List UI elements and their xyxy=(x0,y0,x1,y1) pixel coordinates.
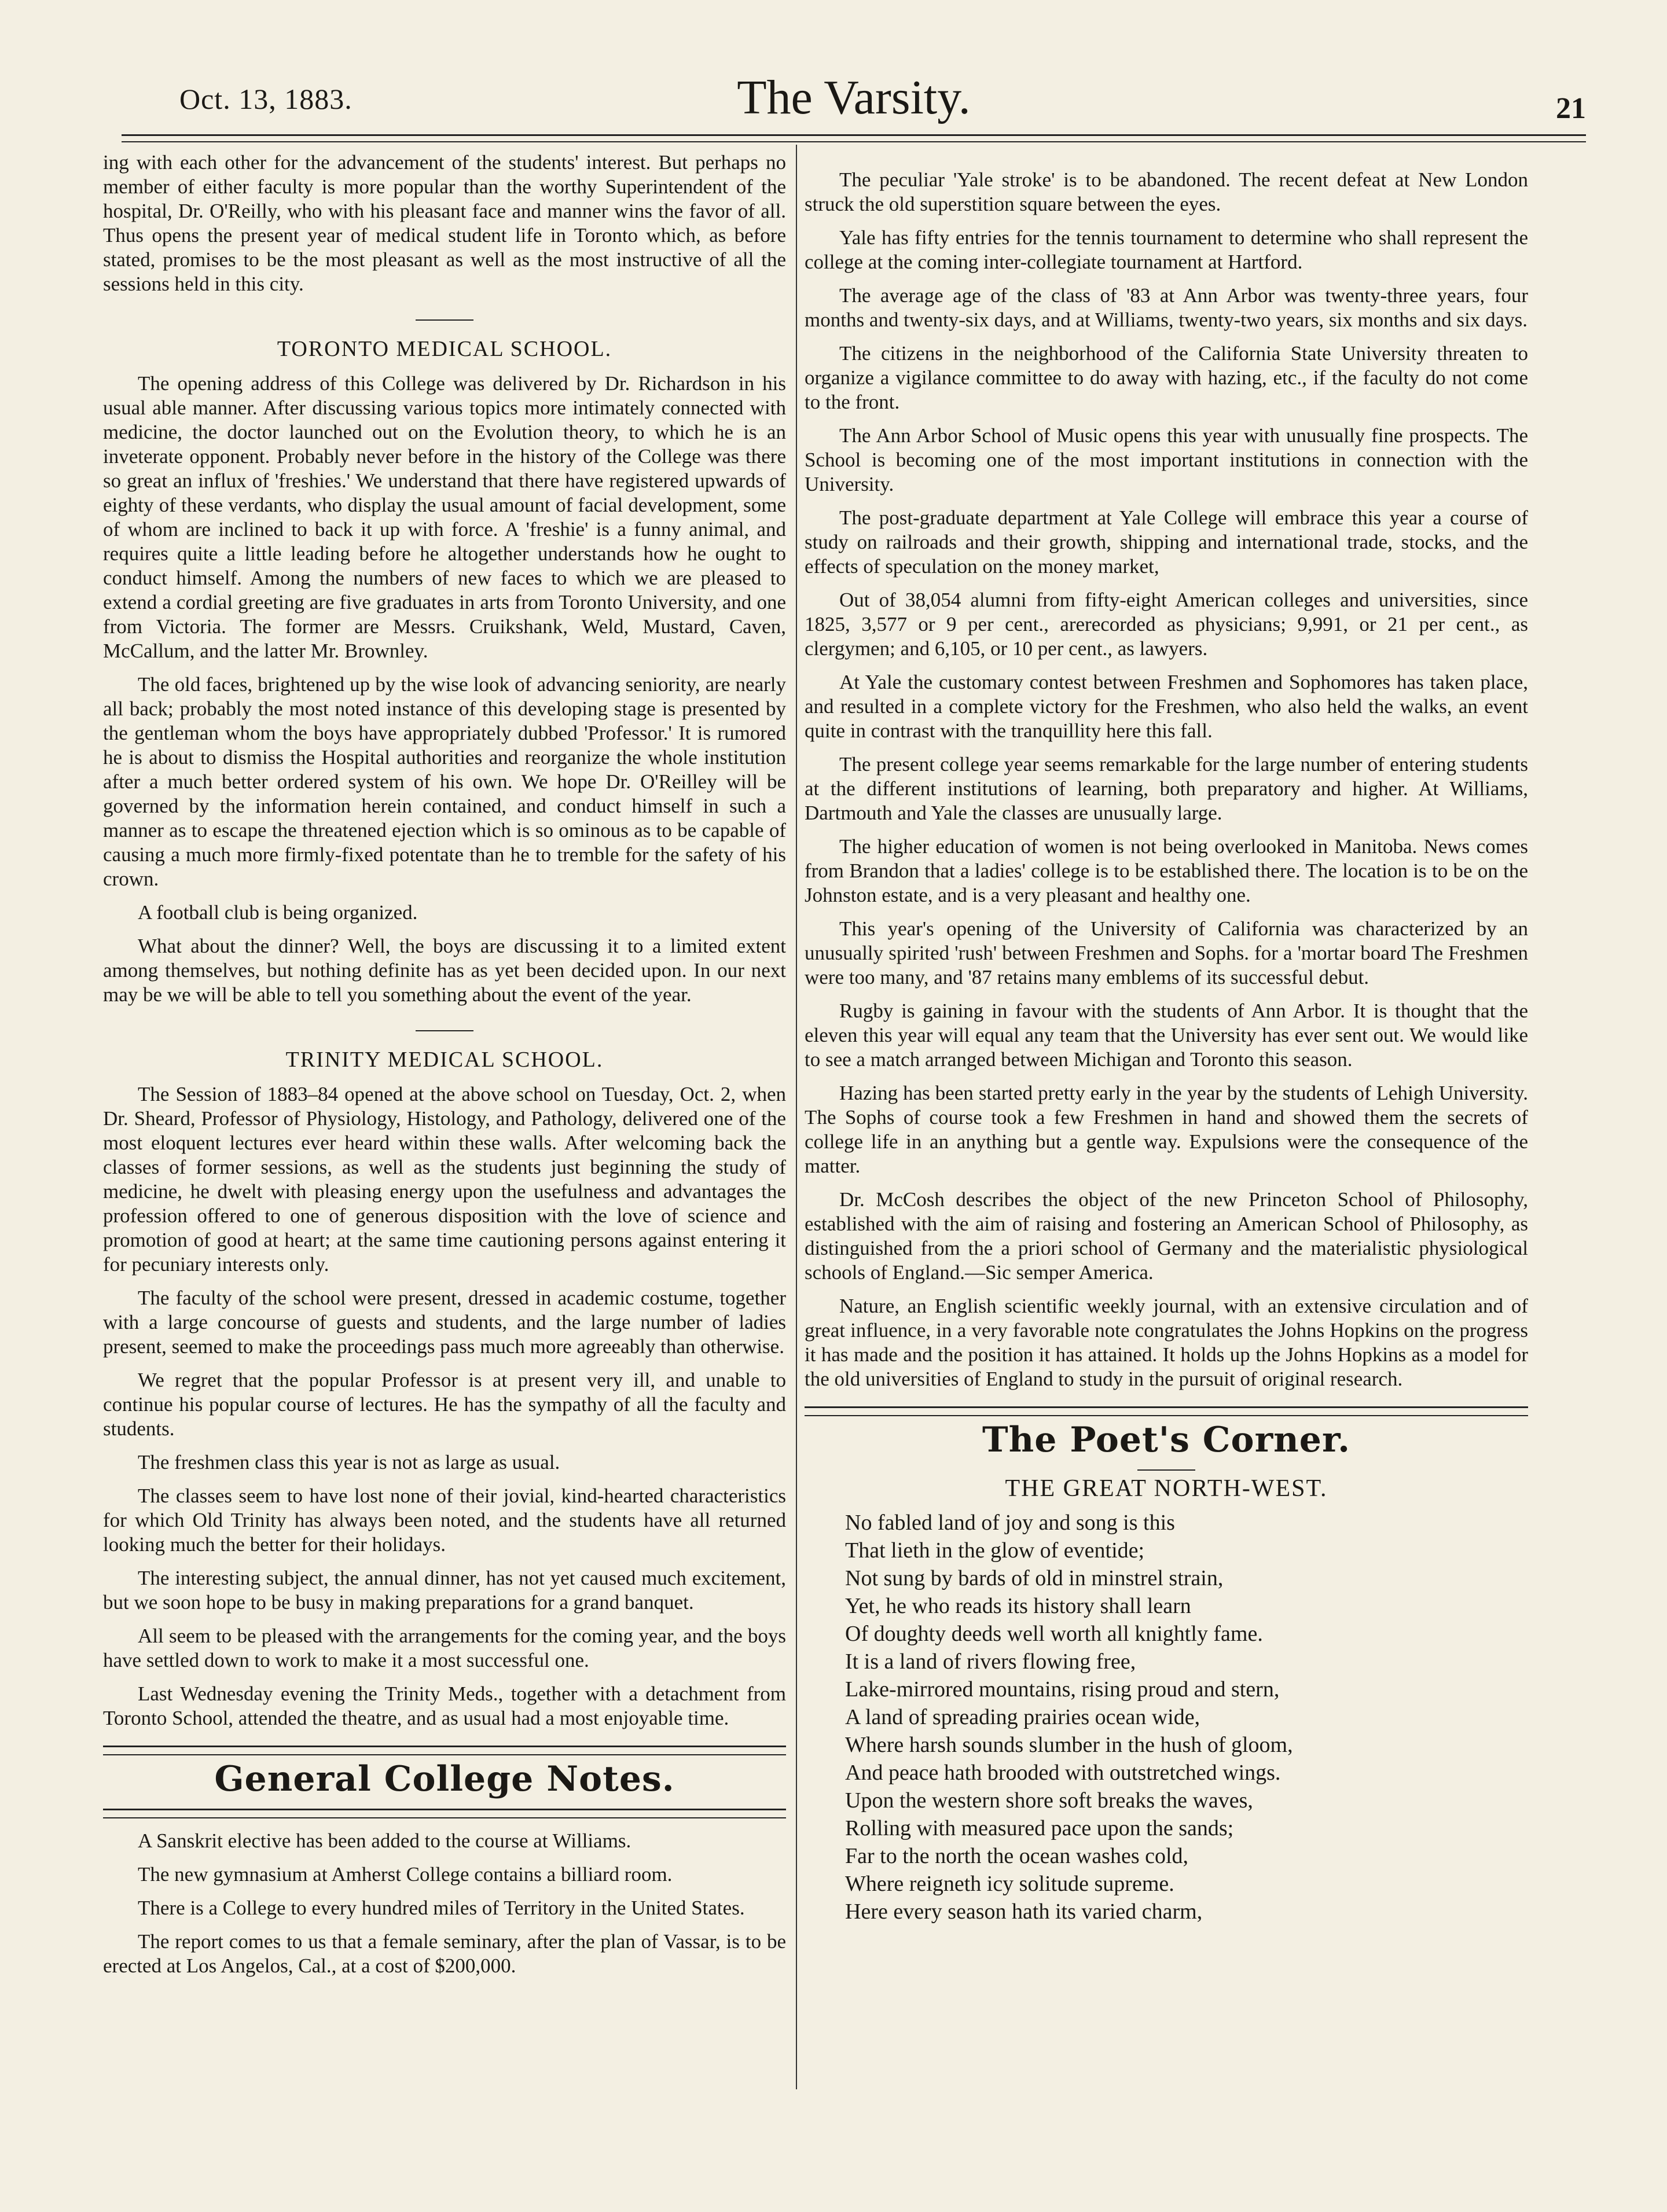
poem-line: It is a land of rivers flowing free, xyxy=(845,1649,1136,1674)
left-column xyxy=(103,150,786,1987)
intro-paragraph: ing with each other for the advancement of the students' interest. But perhaps no member of either faculty is more popular than the worthy Superintendent of the hospital, Dr. O'Reilly, who with his pleasant face and manner wins the favor of all. Thus opens the present year of medical student life in Toronto which, as before stated, promises to be the most pleasant as well as the most instructive of all the sessions held in this city. xyxy=(103,151,786,295)
college-note: Dr. McCosh describes the object of the new Princeton School of Philosophy, established with the aim of raising and fostering an American School of Philosophy, as distinguished from the a priori school of Germany and the materialistic physiological schools of England.—Sic semper America. xyxy=(805,1188,1528,1284)
poem-line: Far to the north the ocean washes cold, xyxy=(845,1844,1189,1868)
section-double-rule xyxy=(805,1406,1528,1416)
college-note: The citizens in the neighborhood of the California State University threaten to organize a vigilance committee to do away with hazing, etc., if the faculty do not come to the front. xyxy=(805,342,1528,413)
poem-line: Where harsh sounds slumber in the hush of gloom, xyxy=(845,1733,1293,1757)
trinity-paragraph: The interesting subject, the annual dinner, has not yet caused much excitement, but we soon hope to be busy in making preparations for a grand banquet. xyxy=(103,1567,786,1614)
college-note: Out of 38,054 alumni from fifty-eight American colleges and universities, since 1825, 3,577 or 9 per cent., arerecorded as physicians; 9,991, or 21 per cent., as clergymen; and 6,105, or 10 per cent., as lawyers. xyxy=(805,589,1528,660)
college-note: The average age of the class of '83 at Ann Arbor was twenty-three years, four months and twenty-six days, and at Williams, twenty-two years, six months and six days. xyxy=(805,284,1528,331)
poem-line: Lake-mirrored mountains, rising proud and stern, xyxy=(845,1677,1280,1702)
college-note: The post-graduate department at Yale College will embrace this year a course of study on railroads and their growth, shipping and international trade, stocks, and the effects of speculation on the money market, xyxy=(805,506,1528,578)
general-note: The new gymnasium at Amherst College contains a billiard room. xyxy=(138,1863,673,1886)
trinity-paragraph: The Session of 1883–84 opened at the above school on Tuesday, Oct. 2, when Dr. Sheard, Professor of Physiology, Histology, and Pathology, delivered one of the most eloquent lectures ever heard within these walls. After welcoming back the classes of former sessions, as well as the students just beginning the study of medicine, he dwelt with pleasing energy upon the usefulness and advantages the profession offered to one of generous disposition with the love of science and promotion of good at heart; at the same time cautioning persons against entering it for pecuniary interests only. xyxy=(103,1083,786,1276)
general-note: There is a College to every hundred miles of Territory in the United States. xyxy=(138,1897,745,1919)
toronto-paragraph: The old faces, brightened up by the wise look of advancing seniority, are nearly all back; probably the most noted instance of this developing stage is presented by the gentleman whom the boys have appropriately dubbed 'Professor.' It is rumored he is about to dismiss the Hospital authorities and reorganize the whole institution after a much better ordered system of his own. We hope Dr. O'Reilley will be governed by the information herein contained, and conduct himself in such a manner as to escape the threatened ejection which is so ominous as to be capable of causing a much more firmly-fixed potentate than he to tremble for the safety of his crown. xyxy=(103,673,786,890)
toronto-section-title: TORONTO MEDICAL SCHOOL. xyxy=(277,337,612,361)
college-note: At Yale the customary contest between Freshmen and Sophomores has taken place, and resulted in a complete victory for the Freshmen, who also held the walks, an event quite in contrast with the tranquillity here this fall. xyxy=(805,671,1528,742)
section-rule xyxy=(416,319,473,321)
column-divider xyxy=(796,145,797,2089)
poem-line: And peace hath brooded with outstretched wings. xyxy=(845,1761,1281,1785)
college-note: This year's opening of the University of California was characterized by an unusually spirited 'rush' between Freshmen and Sophs. for a 'mortar board The Freshmen were too many, and '87 retains many emblems of its successful debut. xyxy=(805,917,1528,989)
poem-line: Not sung by bards of old in minstrel strain, xyxy=(845,1566,1224,1590)
poem-line: Of doughty deeds well worth all knightly fame. xyxy=(845,1622,1263,1646)
college-note: The present college year seems remarkable for the large number of entering students at the different institutions of learning, both preparatory and higher. At Williams, Dartmouth and Yale the classes are unusually large. xyxy=(805,753,1528,824)
trinity-section-title: TRINITY MEDICAL SCHOOL. xyxy=(285,1048,604,1072)
issue-date: Oct. 13, 1883. xyxy=(179,83,353,115)
trinity-paragraph: The classes seem to have lost none of their jovial, kind-hearted characteristics for which Old Trinity has always been noted, and the students have all returned looking much the better for their holidays. xyxy=(103,1485,786,1556)
poem-line: A land of spreading prairies ocean wide, xyxy=(845,1705,1200,1729)
right-column xyxy=(805,168,1528,1926)
poem xyxy=(845,1509,1528,1926)
masthead-rule xyxy=(122,134,1586,142)
poem-line: That lieth in the glow of eventide; xyxy=(845,1538,1145,1563)
toronto-paragraph: The opening address of this College was delivered by Dr. Richardson in his usual able manner. After discussing various topics more intimately connected with medicine, the doctor launched out on the Evolution theory, to which he is an inveterate opponent. Probably never before in the history of the College was there so great an influx of 'freshies.' We understand that there have registered upwards of eighty of these verdants, who display the usual amount of facial development, some of whom are inclined to back it up with force. A 'freshie' is a funny animal, and requires quite a little leading before he altogether understands how he ought to conduct himself. Among the numbers of new faces to which we are pleased to extend a cordial greeting are five graduates in arts from Toronto University, and one from Victoria. The former are Messrs. Cruikshank, Weld, Mustard, Caven, McCallum, and the latter Mr. Brownley. xyxy=(103,372,786,662)
college-note: The peculiar 'Yale stroke' is to be abandoned. The recent defeat at New London struck the old superstition square between the eyes. xyxy=(805,168,1528,215)
poets-corner-title: The Poet's Corner. xyxy=(982,1420,1350,1460)
college-note: Nature, an English scientific weekly journal, with an extensive circulation and of great influence, in a very favorable note congratulates the Johns Hopkins on the progress it has made and the position it has attained. It holds up the Johns Hopkins as a model for the old universities of England to study in the pursuit of original research. xyxy=(805,1295,1528,1390)
poem-line: Here every season hath its varied charm, xyxy=(845,1899,1203,1924)
poem-title: THE GREAT NORTH-WEST. xyxy=(1005,1475,1328,1502)
section-rule xyxy=(1137,1469,1195,1471)
college-note: The Ann Arbor School of Music opens this year with unusually fine prospects. The School is becoming one of the most important institutions in connection with the University. xyxy=(805,424,1528,495)
trinity-paragraph: Last Wednesday evening the Trinity Meds., together with a detachment from Toronto School, attended the theatre, and as usual had a most enjoyable time. xyxy=(103,1682,786,1729)
poem-line: Yet, he who reads its history shall learn xyxy=(845,1594,1191,1618)
toronto-paragraph: A football club is being organized. xyxy=(138,901,418,924)
toronto-paragraph: What about the dinner? Well, the boys are discussing it to a limited extent among themselves, but nothing definite has as yet been decided upon. In our next may be we will be able to tell you something about the event of the year. xyxy=(103,935,786,1006)
college-note: Yale has fifty entries for the tennis tournament to determine who shall represent the college at the coming inter-collegiate tournament at Hartford. xyxy=(805,226,1528,273)
college-note: Rugby is gaining in favour with the students of Ann Arbor. It is thought that the eleven this year will equal any team that the University has ever sent out. We would like to see a match arranged between Michigan and Toronto this season. xyxy=(805,1000,1528,1071)
section-double-rule xyxy=(103,1746,786,1755)
trinity-paragraph: The faculty of the school were present, dressed in academic costume, together with a large concourse of guests and students, and the large number of ladies present, seemed to make the proceedings pass much more agreeably than otherwise. xyxy=(103,1287,786,1358)
poem-line: Rolling with measured pace upon the sands; xyxy=(845,1816,1234,1840)
section-double-rule xyxy=(103,1809,786,1818)
general-note: The report comes to us that a female seminary, after the plan of Vassar, is to be erected at Los Angelos, Cal., at a cost of $200,000. xyxy=(103,1930,786,1977)
trinity-paragraph: We regret that the popular Professor is at present very ill, and unable to continue his popular course of lectures. He has the sympathy of all the faculty and students. xyxy=(103,1369,786,1440)
section-rule xyxy=(416,1030,473,1031)
general-notes-title: General College Notes. xyxy=(214,1759,675,1799)
college-note: The higher education of women is not being overlooked in Manitoba. News comes from Brandon that a ladies' college is to be established there. The location is to be on the Johnston estate, and is a very pleasant and healthy one. xyxy=(805,835,1528,906)
trinity-paragraph: All seem to be pleased with the arrangements for the coming year, and the boys have settled down to work to make it a most successful one. xyxy=(103,1625,786,1671)
poem-line: Upon the western shore soft breaks the waves, xyxy=(845,1788,1253,1813)
general-note: A Sanskrit elective has been added to the course at Williams. xyxy=(138,1829,631,1852)
page-number: 21 xyxy=(1556,92,1586,125)
masthead xyxy=(122,69,1586,133)
college-note: Hazing has been started pretty early in the year by the students of Lehigh University. The Sophs of course took a few Freshmen in hand and showed them the secrets of college life in an anything but a gentle way. Expulsions were the consequence of the matter. xyxy=(805,1082,1528,1177)
newspaper-title: The Varsity. xyxy=(737,71,971,124)
poem-line: Where reigneth icy solitude supreme. xyxy=(845,1872,1174,1896)
poem-line: No fabled land of joy and song is this xyxy=(845,1511,1175,1535)
trinity-paragraph: The freshmen class this year is not as large as usual. xyxy=(138,1451,560,1474)
